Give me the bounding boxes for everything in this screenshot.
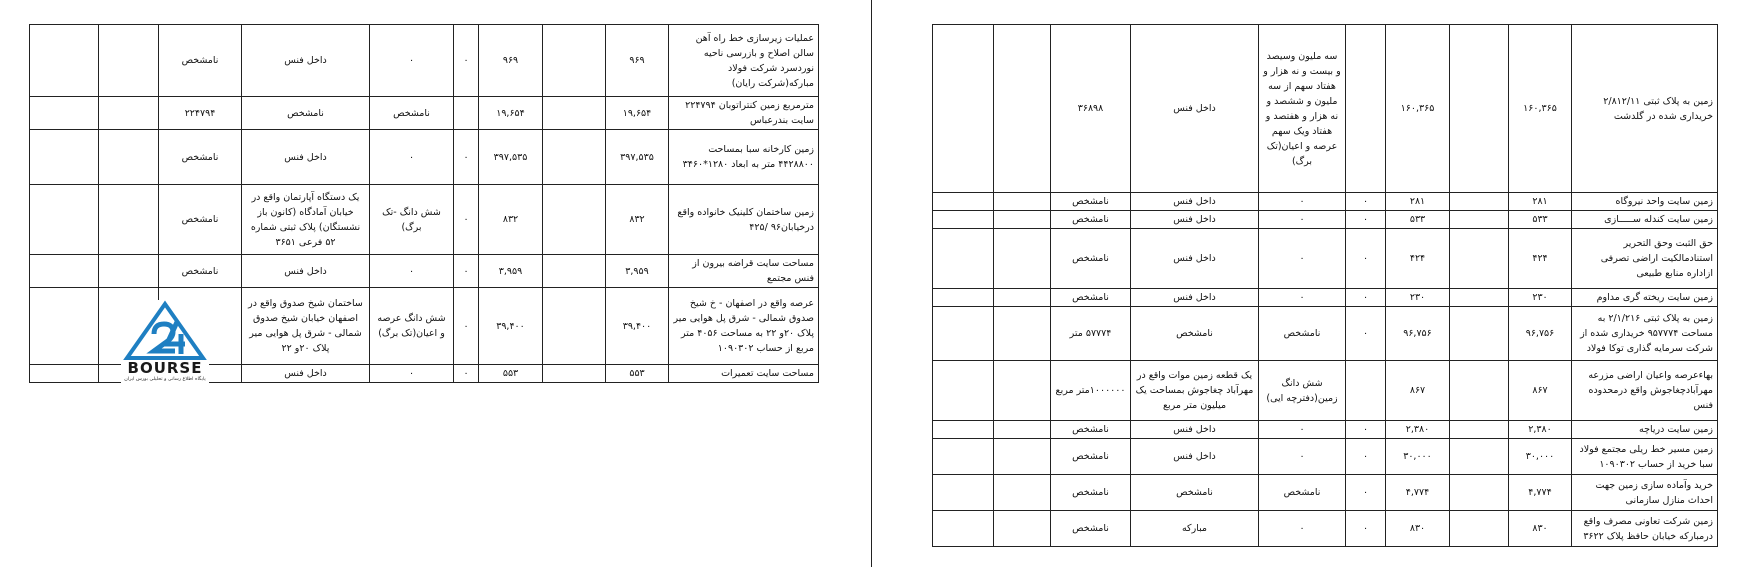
- table-cell: یک قطعه زمین موات واقع در مهرآباد چغاجوش بمساحت یک میلیون متر مربع: [1131, 361, 1259, 421]
- table-cell: ۱۰۰۰۰۰۰متر مربع: [1051, 361, 1131, 421]
- table-row: [933, 439, 1718, 475]
- table-cell: ۲۲۴۷۹۴: [159, 97, 242, 130]
- table-cell: داخل فنس: [1131, 211, 1259, 229]
- table-cell: ۰: [1346, 421, 1386, 439]
- table-cell: [933, 511, 994, 547]
- table-row: [933, 211, 1718, 229]
- right-assets-table: [932, 24, 1718, 547]
- table-cell: [1450, 229, 1509, 289]
- table-cell: ۰: [1346, 439, 1386, 475]
- row-description-cell: مترمربع زمین کنتراتوبان ۲۲۴۷۹۴ سایت بندرعباس: [669, 97, 819, 130]
- page-divider: [871, 0, 872, 567]
- table-cell: ۱۹,۶۵۴: [479, 97, 543, 130]
- table-cell: [543, 255, 606, 288]
- table-cell: ۰: [1346, 211, 1386, 229]
- table-cell: [30, 97, 99, 130]
- table-cell: ۳۹۷,۵۳۵: [606, 130, 669, 185]
- table-row: [30, 25, 819, 97]
- table-row: [933, 511, 1718, 547]
- table-cell: ۲۳۰: [1386, 289, 1450, 307]
- table-cell: [994, 289, 1051, 307]
- table-cell: [99, 185, 159, 255]
- table-cell: [543, 365, 606, 383]
- table-cell: نامشخص: [159, 255, 242, 288]
- table-cell: [99, 130, 159, 185]
- table-cell: ۰: [1346, 307, 1386, 361]
- table-row: [30, 255, 819, 288]
- table-cell: [933, 193, 994, 211]
- row-description-cell: خرید وآماده سازی زمین جهت احداث منازل سازمانی: [1572, 475, 1718, 511]
- table-cell: [994, 439, 1051, 475]
- table-cell: [933, 211, 994, 229]
- table-cell: داخل فنس: [242, 365, 370, 383]
- table-cell: سه ملیون وسیصد و بیست و نه هزار و هفتاد سهم از سه ملیون و ششصد و نه هزار و هفتصد و هفتاد ویک سهم عرصه و اعیان(تک برگ): [1259, 25, 1346, 193]
- table-cell: ۴,۷۷۴: [1509, 475, 1572, 511]
- table-cell: شش دانگ -تک برگ): [370, 185, 454, 255]
- table-cell: ۸۳۰: [1386, 511, 1450, 547]
- table-cell: داخل فنس: [242, 130, 370, 185]
- table-cell: [543, 130, 606, 185]
- table-row: [933, 229, 1718, 289]
- table-cell: ۰: [454, 185, 479, 255]
- table-cell: ۴,۷۷۴: [1386, 475, 1450, 511]
- table-cell: ۲۸۱: [1509, 193, 1572, 211]
- table-cell: [1450, 211, 1509, 229]
- table-cell: ۳,۹۵۹: [606, 255, 669, 288]
- table-cell: ۰: [1259, 193, 1346, 211]
- table-cell: [1450, 307, 1509, 361]
- table-row: [30, 185, 819, 255]
- table-cell: [30, 365, 99, 383]
- table-cell: داخل فنس: [1131, 193, 1259, 211]
- row-description-cell: زمین ساختمان کلینیک خانواده واقع درخیابان۹۶ /۴۲۵: [669, 185, 819, 255]
- row-description-cell: مساحت سایت تعمیرات: [669, 365, 819, 383]
- table-row: [30, 97, 819, 130]
- table-cell: [994, 361, 1051, 421]
- bourse-logo-icon: [121, 300, 209, 360]
- table-cell: ۰: [454, 130, 479, 185]
- table-cell: ۵۷۷۷۴ متر: [1051, 307, 1131, 361]
- table-cell: [454, 97, 479, 130]
- table-cell: [1450, 361, 1509, 421]
- table-cell: نامشخص: [1051, 439, 1131, 475]
- table-cell: [30, 255, 99, 288]
- table-cell: [1346, 25, 1386, 193]
- table-cell: [933, 439, 994, 475]
- table-cell: ۰: [1259, 229, 1346, 289]
- table-cell: ۳۰,۰۰۰: [1509, 439, 1572, 475]
- row-description-cell: زمین کارخانه سبا بمساحت ۴۴۲۸۸۰۰ متر به ابعاد ۱۲۸۰*۳۴۶۰: [669, 130, 819, 185]
- row-description-cell: عملیات زیرسازی خط راه آهن سالن اصلاح و بازرسی ناحیه نوردسرد شرکت فولاد مبارکه(شرکت رایان): [669, 25, 819, 97]
- row-description-cell: عرصه واقع در اصفهان - خ شیخ صدوق شمالی - شرق پل هوایی میر پلاک ۲۰و ۲۲ به مساحت ۴۰۵۶ متر مربع از حساب ۱۰۹۰۳۰۲: [669, 288, 819, 365]
- table-row: [933, 361, 1718, 421]
- table-cell: ۸۳۲: [606, 185, 669, 255]
- table-cell: [933, 421, 994, 439]
- table-cell: داخل فنس: [1131, 439, 1259, 475]
- table-cell: [994, 511, 1051, 547]
- table-cell: داخل فنس: [1131, 229, 1259, 289]
- table-cell: ۰: [454, 288, 479, 365]
- table-cell: [543, 185, 606, 255]
- table-cell: ۰: [370, 365, 454, 383]
- table-cell: [99, 255, 159, 288]
- table-cell: [933, 361, 994, 421]
- table-cell: نامشخص: [159, 185, 242, 255]
- table-cell: [543, 97, 606, 130]
- table-cell: نامشخص: [370, 97, 454, 130]
- table-cell: نامشخص: [1259, 475, 1346, 511]
- table-cell: نامشخص: [1131, 475, 1259, 511]
- table-row: [30, 130, 819, 185]
- table-cell: [99, 25, 159, 97]
- table-cell: نامشخص: [1051, 475, 1131, 511]
- table-cell: [994, 421, 1051, 439]
- table-cell: نامشخص: [1051, 421, 1131, 439]
- table-cell: ۲,۳۸۰: [1509, 421, 1572, 439]
- table-cell: ۲,۳۸۰: [1386, 421, 1450, 439]
- table-cell: نامشخص: [242, 97, 370, 130]
- row-description-cell: زمین سایت دریاچه: [1572, 421, 1718, 439]
- table-cell: [933, 289, 994, 307]
- table-cell: نامشخص: [159, 130, 242, 185]
- table-cell: [1450, 193, 1509, 211]
- table-cell: [30, 130, 99, 185]
- table-row: [933, 421, 1718, 439]
- table-cell: داخل فنس: [1131, 289, 1259, 307]
- table-cell: ۸۳۲: [479, 185, 543, 255]
- table-cell: نامشخص: [1259, 307, 1346, 361]
- row-description-cell: زمین سایت واحد نیروگاه: [1572, 193, 1718, 211]
- table-cell: ۰: [454, 365, 479, 383]
- table-cell: [1450, 25, 1509, 193]
- table-cell: نامشخص: [1051, 211, 1131, 229]
- table-cell: ۵۵۳: [606, 365, 669, 383]
- table-row: [933, 307, 1718, 361]
- logo-caption: پایگاه اطلاع رسانی و تحلیلی بورس ایران: [124, 377, 206, 382]
- table-cell: [994, 229, 1051, 289]
- table-cell: [933, 229, 994, 289]
- row-description-cell: زمین مسیر خط ریلی مجتمع فولاد سبا خرید از حساب ۱۰۹۰۳۰۲: [1572, 439, 1718, 475]
- table-cell: [933, 475, 994, 511]
- bourse-logo: [121, 300, 209, 388]
- table-row: [933, 193, 1718, 211]
- table-cell: [933, 307, 994, 361]
- table-cell: ۹۶۹: [479, 25, 543, 97]
- table-cell: یک دستگاه آپارتمان واقع در خیابان آمادگاه (کانون باز نشستگان) پلاک ثبتی شماره ۵۲ فرعی ۳۶۵۱: [242, 185, 370, 255]
- table-cell: ۹۶,۷۵۶: [1386, 307, 1450, 361]
- table-cell: ۵۳۳: [1509, 211, 1572, 229]
- table-cell: ۰: [370, 25, 454, 97]
- table-cell: ۸۳۰: [1509, 511, 1572, 547]
- table-cell: ۰: [1346, 229, 1386, 289]
- table-cell: [543, 288, 606, 365]
- table-cell: [994, 25, 1051, 193]
- table-cell: ۰: [1346, 193, 1386, 211]
- table-cell: شش دانگ عرصه و اعیان(تک برگ): [370, 288, 454, 365]
- table-cell: [30, 185, 99, 255]
- right-table-body: [933, 25, 1718, 547]
- table-cell: ۵۳۳: [1386, 211, 1450, 229]
- table-cell: ۳۹۷,۵۳۵: [479, 130, 543, 185]
- row-description-cell: زمین به پلاک ثبتی ۲/۱/۲۱۶ به مساحت ۹۵۷۷۷۴ خریداری شده از شرکت سرمایه گذاری توکا فولاد: [1572, 307, 1718, 361]
- table-cell: ۴۲۴: [1509, 229, 1572, 289]
- row-description-cell: مساحت سایت قراضه بیرون از فنس مجتمع: [669, 255, 819, 288]
- table-cell: ۵۵۳: [479, 365, 543, 383]
- table-cell: [1346, 361, 1386, 421]
- table-cell: ۳۶۸۹۸: [1051, 25, 1131, 193]
- table-cell: [933, 25, 994, 193]
- table-cell: داخل فنس: [242, 25, 370, 97]
- table-cell: ۲۳۰: [1509, 289, 1572, 307]
- table-cell: ۴۲۴: [1386, 229, 1450, 289]
- table-cell: [99, 97, 159, 130]
- table-row: [933, 289, 1718, 307]
- table-cell: ۳,۹۵۹: [479, 255, 543, 288]
- table-cell: ۰: [370, 130, 454, 185]
- table-cell: ۸۶۷: [1509, 361, 1572, 421]
- table-cell: شش دانگ زمین(دفترچه ایی): [1259, 361, 1346, 421]
- table-cell: ۰: [454, 255, 479, 288]
- table-cell: نامشخص: [1051, 511, 1131, 547]
- row-description-cell: حق الثبت وحق التحریر استنادمالکیت اراضی تصرفی ازاداره منابع طبیعی: [1572, 229, 1718, 289]
- table-cell: [1450, 289, 1509, 307]
- table-cell: نامشخص: [159, 25, 242, 97]
- table-cell: ۰: [1346, 289, 1386, 307]
- table-cell: ۰: [454, 25, 479, 97]
- table-cell: ۰: [1259, 211, 1346, 229]
- table-cell: ۱۹,۶۵۴: [606, 97, 669, 130]
- table-cell: ۰: [1259, 439, 1346, 475]
- table-cell: [1450, 439, 1509, 475]
- table-cell: [994, 475, 1051, 511]
- table-cell: نامشخص: [1051, 193, 1131, 211]
- row-description-cell: زمین سایت ریخته گری مداوم: [1572, 289, 1718, 307]
- table-cell: [543, 25, 606, 97]
- table-cell: نامشخص: [1051, 289, 1131, 307]
- row-description-cell: زمین سایت کندله ســـــازی: [1572, 211, 1718, 229]
- table-cell: نامشخص: [1051, 229, 1131, 289]
- table-cell: ۸۶۷: [1386, 361, 1450, 421]
- table-cell: ۹۶۹: [606, 25, 669, 97]
- table-cell: [1450, 475, 1509, 511]
- table-row: [933, 25, 1718, 193]
- table-cell: [30, 288, 99, 365]
- table-cell: ۳۰,۰۰۰: [1386, 439, 1450, 475]
- table-cell: [994, 211, 1051, 229]
- table-cell: ساختمان شیخ صدوق واقع در اصفهان خیابان شیخ صدوق شمالی - شرق پل هوایی میر پلاک ۲۰و ۲۲: [242, 288, 370, 365]
- row-description-cell: بهاءعرصه واعیان اراضی مزرعه مهرآبادچغاجوش واقع درمحدوده فنس: [1572, 361, 1718, 421]
- table-cell: ۹۶,۷۵۶: [1509, 307, 1572, 361]
- table-cell: داخل فنس: [1131, 421, 1259, 439]
- table-cell: [1450, 511, 1509, 547]
- table-cell: ۰: [1259, 289, 1346, 307]
- table-cell: ۰: [1259, 511, 1346, 547]
- table-cell: ۰: [370, 255, 454, 288]
- table-cell: [1450, 421, 1509, 439]
- table-cell: مبارکه: [1131, 511, 1259, 547]
- table-cell: ۱۶۰,۳۶۵: [1509, 25, 1572, 193]
- table-cell: [30, 25, 99, 97]
- logo-wordmark: BOURSE: [127, 359, 203, 377]
- table-cell: ۳۹,۴۰۰: [479, 288, 543, 365]
- table-cell: داخل فنس: [1131, 25, 1259, 193]
- row-description-cell: زمین شرکت تعاونی مصرف واقع درمبارکه خیابان حافظ پلاک ۳۶۲۲: [1572, 511, 1718, 547]
- table-cell: [994, 193, 1051, 211]
- table-cell: نامشخص: [1131, 307, 1259, 361]
- table-cell: ۰: [1346, 475, 1386, 511]
- table-row: [933, 475, 1718, 511]
- table-cell: ۰: [1259, 421, 1346, 439]
- table-cell: ۱۶۰,۳۶۵: [1386, 25, 1450, 193]
- table-cell: ۰: [1346, 511, 1386, 547]
- row-description-cell: زمین به پلاک ثبتی ۲/۸۱۲/۱۱ خریداری شده در گلدشت: [1572, 25, 1718, 193]
- table-cell: ۳۹,۴۰۰: [606, 288, 669, 365]
- table-cell: ۲۸۱: [1386, 193, 1450, 211]
- table-cell: [994, 307, 1051, 361]
- table-cell: داخل فنس: [242, 255, 370, 288]
